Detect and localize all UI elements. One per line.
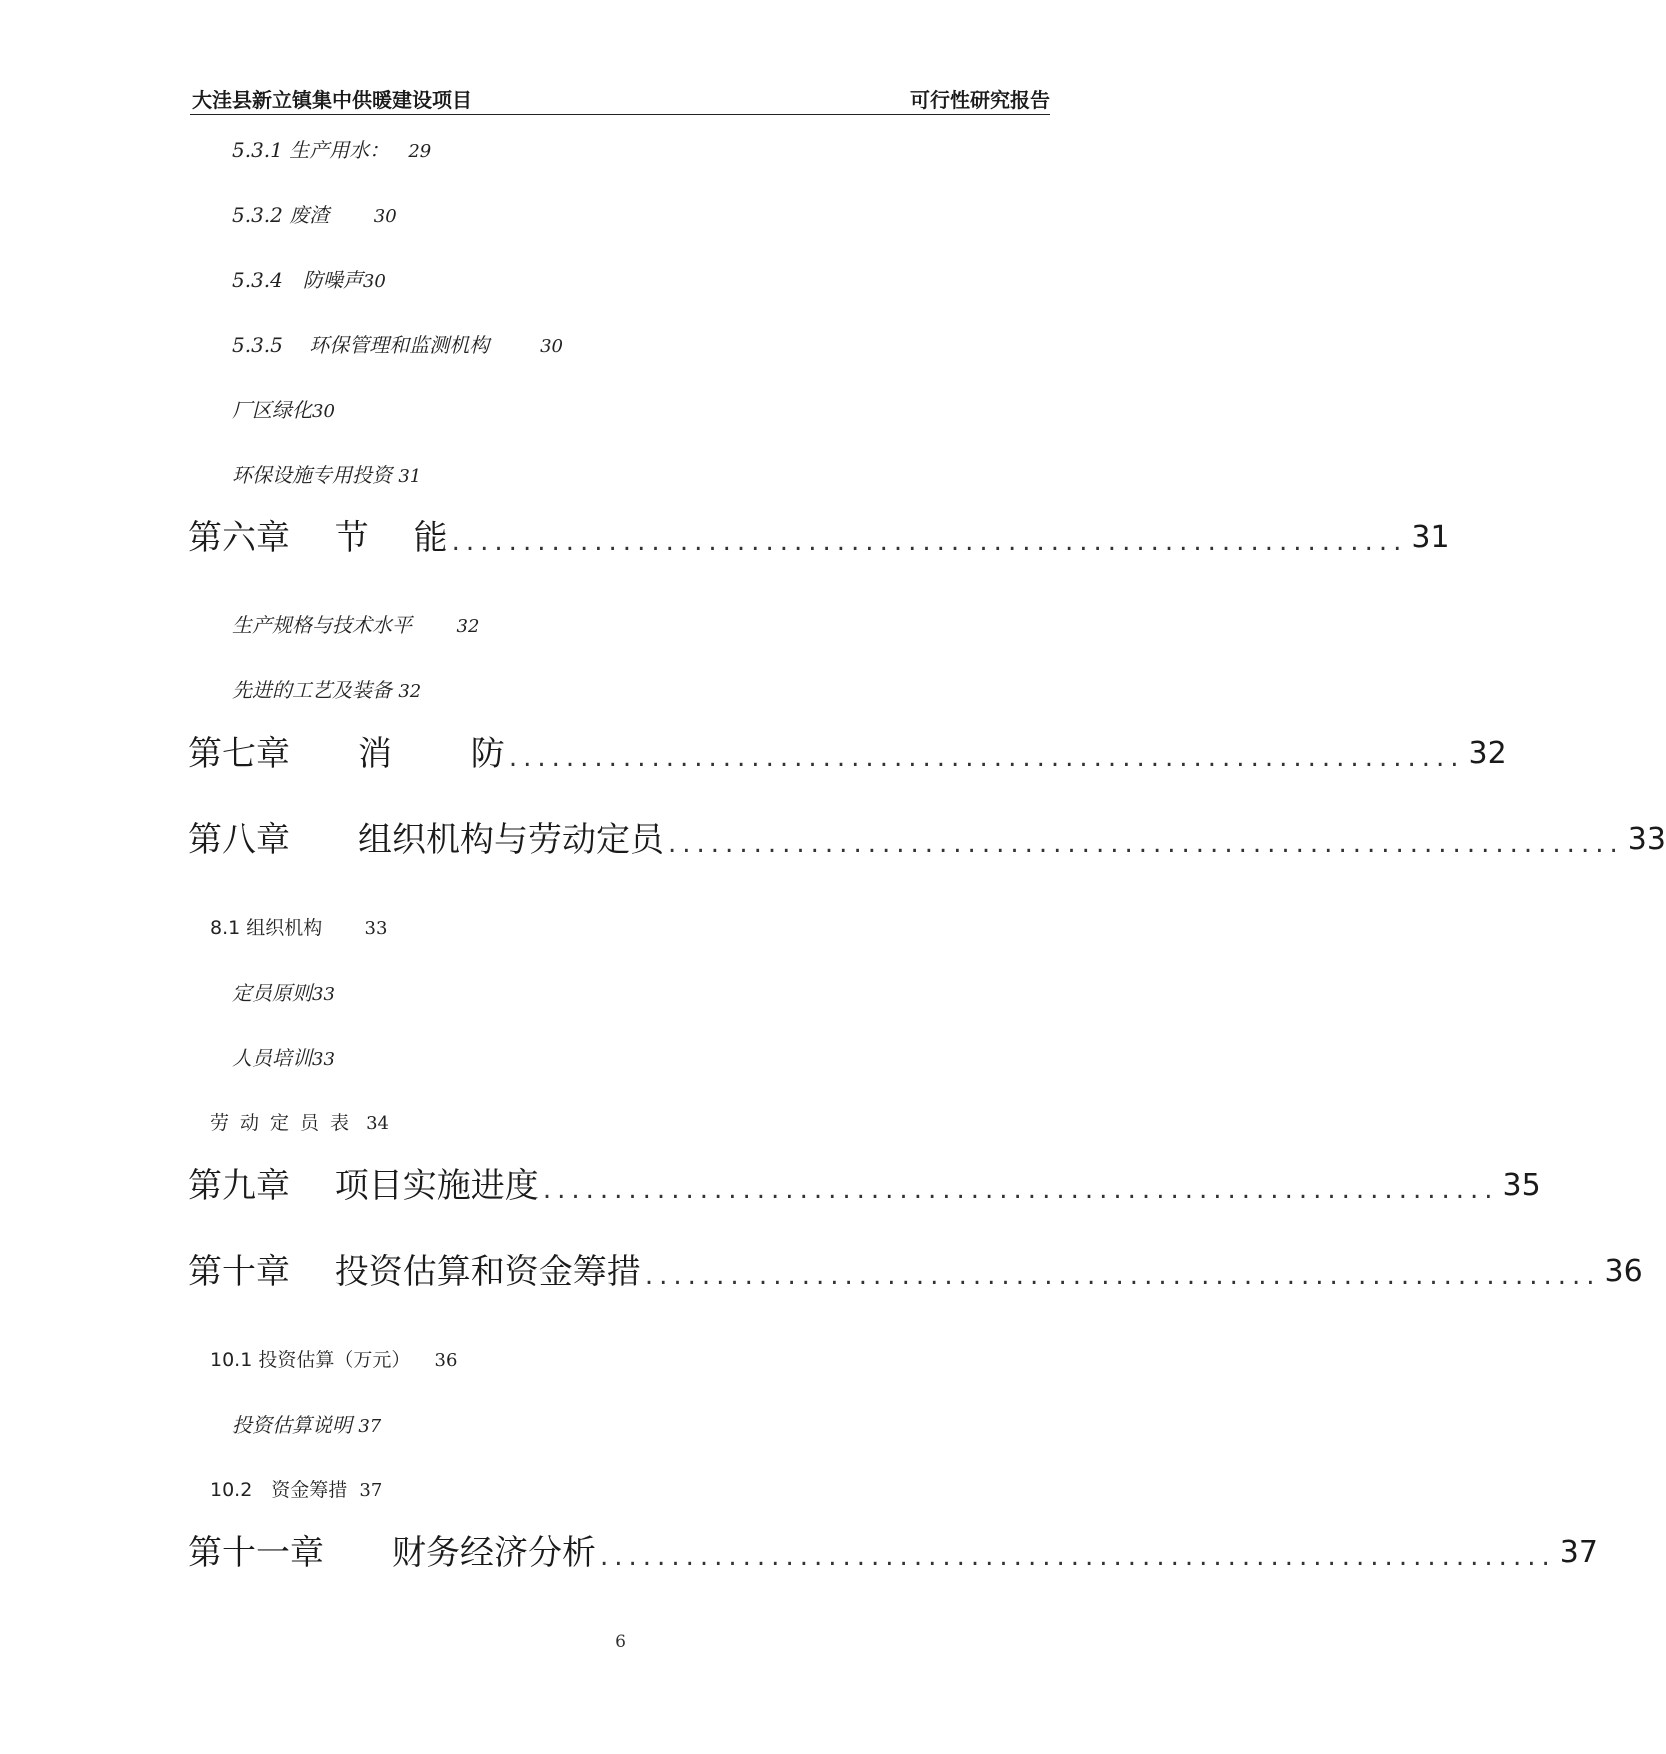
toc-chapter-7[interactable]	[188, 732, 1507, 776]
toc-entry-staff-table[interactable]	[210, 1109, 389, 1138]
toc-entry-label: 5.3.2 废渣	[232, 203, 330, 227]
page-number: 6	[615, 1632, 626, 1652]
chapter-title: 第九章 项目实施进度	[188, 1166, 539, 1206]
toc-entry-label: 先进的工艺及装备	[232, 678, 392, 702]
toc-entry-env-investment[interactable]	[232, 461, 421, 491]
toc-chapter-8[interactable]	[188, 818, 1666, 862]
toc-entry-label: 10.2 资金筹措	[210, 1479, 348, 1501]
toc-entry-10-1[interactable]	[210, 1346, 457, 1375]
toc-entry-label: 5.3.4 防噪声	[232, 268, 363, 292]
leader-dots: ...................................................................	[451, 527, 1408, 557]
toc-entry-production-scale[interactable]	[232, 611, 479, 641]
toc-entry-staffing-principle[interactable]	[232, 979, 335, 1009]
toc-entry-5-3-4[interactable]	[232, 266, 386, 296]
chapter-title: 第七章 消 防	[188, 734, 505, 774]
toc-entry-page: 32	[456, 616, 480, 637]
chapter-page: 32	[1468, 736, 1507, 771]
chapter-page: 37	[1559, 1535, 1598, 1570]
header-report-type: 可行性研究报告	[910, 88, 1050, 112]
page-header	[190, 86, 1050, 115]
toc-entry-label: 投资估算说明	[232, 1413, 352, 1437]
toc-entry-label: 定员原则	[232, 981, 312, 1005]
leader-dots: ...................................................................	[508, 743, 1465, 773]
leader-dots: ...................................................................	[600, 1542, 1556, 1572]
toc-entry-label: 8.1 组织机构	[210, 917, 323, 939]
toc-entry-advanced-process[interactable]	[232, 676, 421, 706]
toc-entry-label: 5.3.1 生产用水：	[232, 138, 390, 162]
toc-entry-training[interactable]	[232, 1044, 335, 1074]
toc-chapter-6[interactable]	[188, 516, 1450, 560]
toc-entry-page: 34	[366, 1113, 389, 1134]
chapter-title: 第六章 节 能	[188, 518, 448, 558]
toc-entry-8-1[interactable]	[210, 914, 387, 943]
header-project-title: 大洼县新立镇集中供暖建设项目	[192, 88, 472, 112]
leader-dots: ...................................................................	[644, 1261, 1601, 1291]
toc-entry-label: 生产规格与技术水平	[232, 613, 412, 637]
toc-entry-investment-notes[interactable]	[232, 1411, 381, 1441]
toc-entry-page: 37	[359, 1480, 383, 1501]
toc-entry-page: 29	[408, 141, 432, 162]
toc-entry-page: 36	[434, 1350, 458, 1371]
toc-entry-label: 人员培训	[232, 1046, 312, 1070]
toc-entry-5-3-1[interactable]	[232, 136, 431, 166]
toc-chapter-11[interactable]	[188, 1531, 1598, 1575]
toc-entry-label: 10.1 投资估算（万元）	[210, 1349, 411, 1371]
toc-entry-label: 环保设施专用投资	[232, 463, 392, 487]
toc-chapter-9[interactable]	[188, 1164, 1541, 1208]
toc-entry-page: 33	[312, 984, 335, 1005]
toc-entry-page: 30	[373, 206, 397, 227]
toc-entry-page: 30	[362, 271, 386, 292]
toc-entry-page: 30	[540, 336, 564, 357]
toc-entry-label: 劳动定员表	[210, 1112, 361, 1134]
chapter-title: 第八章 组织机构与劳动定员	[188, 820, 664, 860]
toc-entry-page: 32	[398, 681, 422, 702]
toc-entry-greening[interactable]	[232, 396, 335, 426]
toc-entry-label: 厂区绿化	[232, 398, 312, 422]
chapter-title: 第十一章 财务经济分析	[188, 1533, 596, 1573]
toc-entry-page: 31	[398, 466, 422, 487]
leader-dots: ...................................................................	[668, 829, 1624, 859]
toc-entry-page: 30	[312, 401, 335, 422]
chapter-page: 36	[1604, 1254, 1643, 1289]
chapter-page: 33	[1627, 822, 1666, 857]
leader-dots: ...................................................................	[542, 1175, 1499, 1205]
toc-entry-5-3-5[interactable]	[232, 331, 563, 361]
chapter-page: 35	[1502, 1168, 1541, 1203]
toc-entry-5-3-2[interactable]	[232, 201, 397, 231]
chapter-page: 31	[1411, 520, 1450, 555]
toc-entry-page: 33	[364, 918, 388, 939]
toc-entry-10-2[interactable]	[210, 1476, 382, 1505]
toc-chapter-10[interactable]	[188, 1250, 1643, 1294]
chapter-title: 第十章 投资估算和资金筹措	[188, 1252, 641, 1292]
toc-entry-page: 33	[312, 1049, 335, 1070]
toc-entry-page: 37	[358, 1416, 382, 1437]
toc-entry-label: 5.3.5 环保管理和监测机构	[232, 333, 490, 357]
